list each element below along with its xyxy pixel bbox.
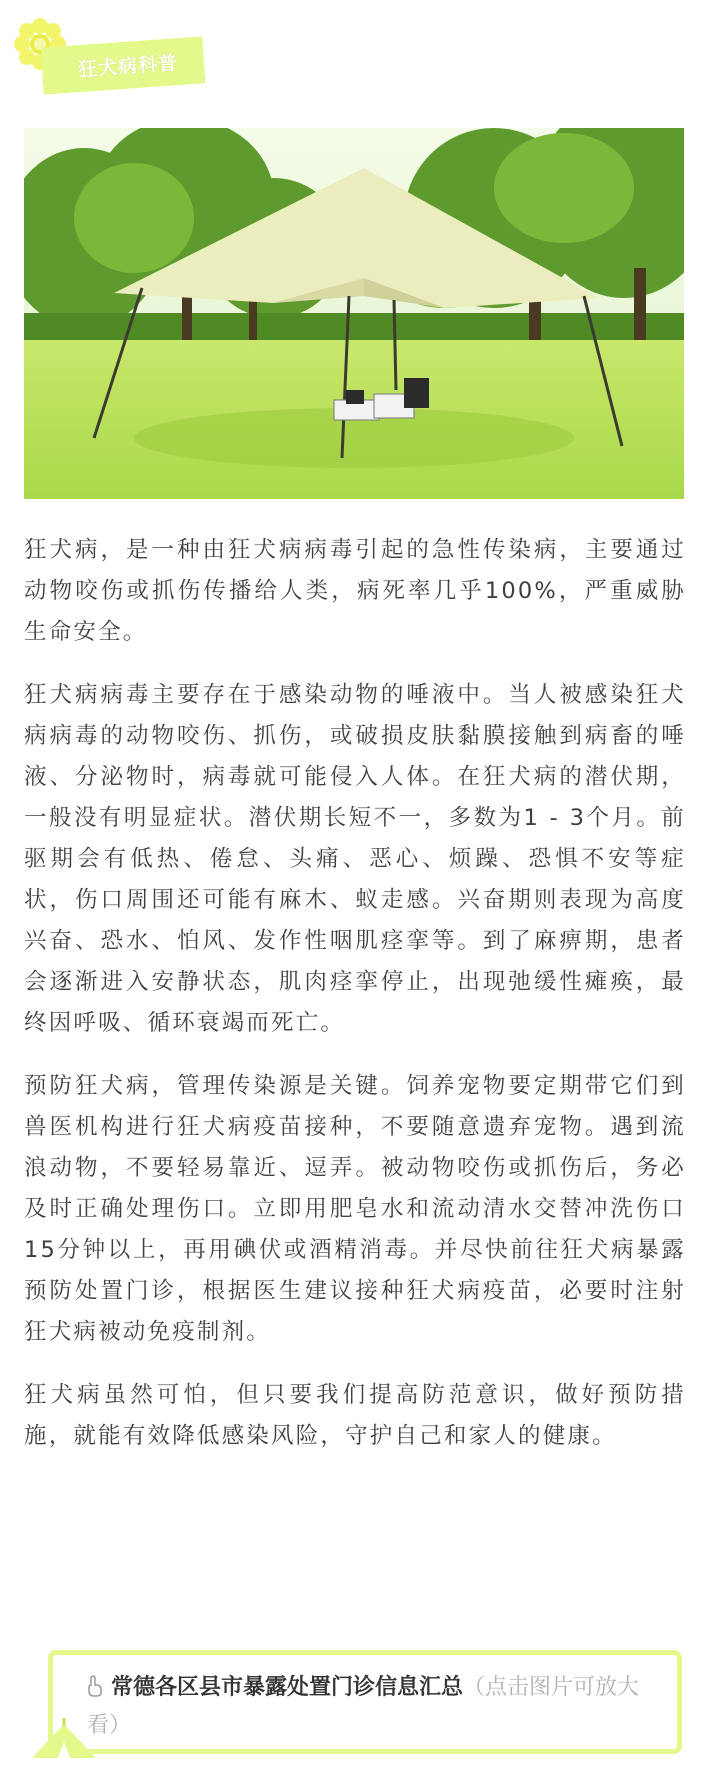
paragraph-conclusion: 狂犬病虽然可怕，但只要我们提高防范意识，做好预防措施，就能有效降低感染风险，守护自己和家人的健康。 (24, 1382, 686, 1449)
clinic-info-hint: （点击图片可放大看） (87, 1675, 640, 1738)
park-tent-photo[interactable] (24, 128, 684, 499)
pointing-hand-icon (87, 1675, 103, 1697)
section-header (10, 14, 240, 94)
photo-illustration (24, 128, 684, 499)
clinic-info-link[interactable] (48, 1650, 682, 1754)
clinic-info-text[interactable] (87, 1669, 657, 1745)
article-body (24, 530, 686, 1479)
paragraph-prevention: 预防狂犬病，管理传染源是关键。饲养宠物要定期带它们到兽医机构进行狂犬病疫苗接种，不要随意遗弃宠物。遇到流浪动物，不要轻易靠近、逗弄。被动物咬伤或抓伤后，务必及时正确处理伤口。立即用肥皂水和流动清水交替冲洗伤口15分钟以上，再用碘伏或酒精消毒。并尽快前往狂犬病暴露预防处置门诊，根据医生建议接种狂犬病疫苗，必要时注射狂犬病被动免疫制剂。 (24, 1073, 686, 1345)
paragraph-symptoms: 狂犬病病毒主要存在于感染动物的唾液中。当人被感染狂犬病病毒的动物咬伤、抓伤，或破损皮肤黏膜接触到病畜的唾液、分泌物时，病毒就可能侵入人体。在狂犬病的潜伏期，一般没有明显症状。潜伏期长短不一，多数为1 - 3个月。前驱期会有低热、倦怠、头痛、恶心、烦躁、恐惧不安等症状，伤口周围还可能有麻木、蚁走感。兴奋期则表现为高度兴奋、恐水、怕风、发作性咽肌痉挛等。到了麻痹期，患者会逐渐进入安静状态，肌肉痉挛停止，出现弛缓性瘫痪，最终因呼吸、循环衰竭而死亡。 (24, 682, 686, 1036)
clinic-info-title[interactable]: 常德各区县市暴露处置门诊信息汇总 (111, 1675, 464, 1700)
paragraph-intro: 狂犬病，是一种由狂犬病病毒引起的急性传染病，主要通过动物咬伤或抓伤传播给人类，病死率几乎100%，严重威胁生命安全。 (24, 537, 686, 645)
tent-icon (24, 1718, 104, 1760)
section-tag-label: 狂犬病科普 (77, 52, 179, 82)
section-tag (41, 36, 206, 94)
